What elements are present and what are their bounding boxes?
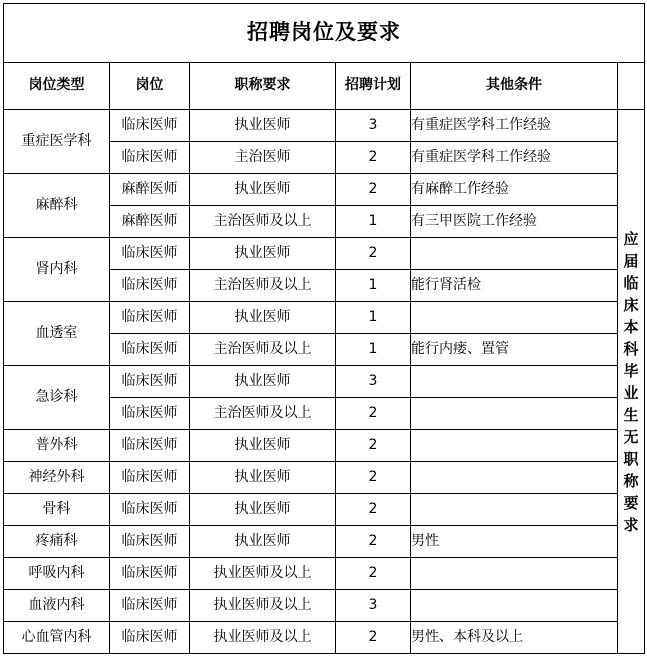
plan-cell: 2 — [336, 174, 411, 206]
table-row — [4, 558, 645, 590]
other-cell: 有三甲医院工作经验 — [411, 206, 618, 238]
dept-cell: 血透室 — [4, 302, 110, 366]
plan-cell: 1 — [336, 206, 411, 238]
header-dept: 岗位类型 — [4, 63, 110, 110]
other-cell: 有重症医学科工作经验 — [411, 142, 618, 174]
title-req-cell: 执业医师 — [190, 526, 336, 558]
post-cell: 临床医师 — [110, 398, 190, 430]
post-cell: 临床医师 — [110, 526, 190, 558]
title-req-cell: 主治医师及以上 — [190, 398, 336, 430]
plan-cell: 3 — [336, 110, 411, 142]
plan-cell: 2 — [336, 238, 411, 270]
note-text: 应届临床本科毕业生无职称要求 — [623, 229, 639, 534]
other-cell: 男性 — [411, 526, 618, 558]
post-cell: 临床医师 — [110, 558, 190, 590]
other-cell — [411, 366, 618, 398]
dept-cell: 普外科 — [4, 430, 110, 462]
dept-cell: 重症医学科 — [4, 110, 110, 174]
title-req-cell: 主治医师及以上 — [190, 334, 336, 366]
post-cell: 临床医师 — [110, 590, 190, 622]
table-row — [4, 302, 645, 334]
title-req-cell: 执业医师及以上 — [190, 622, 336, 654]
dept-cell: 心血管内科 — [4, 622, 110, 654]
other-cell: 能行肾活检 — [411, 270, 618, 302]
dept-cell: 麻醉科 — [4, 174, 110, 238]
plan-cell: 2 — [336, 622, 411, 654]
post-cell: 临床医师 — [110, 302, 190, 334]
recruitment-sheet — [3, 3, 644, 656]
other-cell: 有重症医学科工作经验 — [411, 110, 618, 142]
plan-cell: 3 — [336, 590, 411, 622]
plan-cell: 2 — [336, 526, 411, 558]
header-note-spacer — [618, 63, 645, 110]
post-cell: 临床医师 — [110, 494, 190, 526]
post-cell: 临床医师 — [110, 270, 190, 302]
other-cell — [411, 558, 618, 590]
table-row — [4, 622, 645, 654]
table-row — [4, 494, 645, 526]
dept-cell: 神经外科 — [4, 462, 110, 494]
plan-cell: 3 — [336, 366, 411, 398]
plan-cell: 2 — [336, 558, 411, 590]
table-row — [4, 174, 645, 206]
title-req-cell: 主治医师及以上 — [190, 270, 336, 302]
post-cell: 临床医师 — [110, 622, 190, 654]
table-row — [4, 110, 645, 142]
header-row — [4, 63, 645, 110]
header-other: 其他条件 — [411, 63, 618, 110]
plan-cell: 2 — [336, 142, 411, 174]
post-cell: 麻醉医师 — [110, 206, 190, 238]
title-req-cell: 主治医师及以上 — [190, 206, 336, 238]
header-title-req: 职称要求 — [190, 63, 336, 110]
title-req-cell: 执业医师 — [190, 174, 336, 206]
recruitment-table — [3, 3, 645, 654]
title-req-cell: 执业医师 — [190, 494, 336, 526]
plan-cell: 1 — [336, 334, 411, 366]
dept-cell: 疼痛科 — [4, 526, 110, 558]
table-row — [4, 590, 645, 622]
note-cell — [618, 110, 645, 654]
post-cell: 临床医师 — [110, 430, 190, 462]
table-row — [4, 238, 645, 270]
title-req-cell: 执业医师 — [190, 302, 336, 334]
post-cell: 临床医师 — [110, 462, 190, 494]
other-cell: 有麻醉工作经验 — [411, 174, 618, 206]
title-req-cell: 执业医师 — [190, 238, 336, 270]
plan-cell: 2 — [336, 398, 411, 430]
other-cell: 男性、本科及以上 — [411, 622, 618, 654]
plan-cell: 2 — [336, 430, 411, 462]
dept-cell: 骨科 — [4, 494, 110, 526]
title-req-cell: 执业医师 — [190, 462, 336, 494]
dept-cell: 血液内科 — [4, 590, 110, 622]
plan-cell: 2 — [336, 494, 411, 526]
header-plan: 招聘计划 — [336, 63, 411, 110]
title-req-cell: 主治医师 — [190, 142, 336, 174]
other-cell: 能行内瘘、置管 — [411, 334, 618, 366]
post-cell: 临床医师 — [110, 366, 190, 398]
post-cell: 临床医师 — [110, 334, 190, 366]
post-cell: 麻醉医师 — [110, 174, 190, 206]
post-cell: 临床医师 — [110, 238, 190, 270]
table-body — [4, 110, 645, 654]
post-cell: 临床医师 — [110, 142, 190, 174]
plan-cell: 1 — [336, 270, 411, 302]
other-cell — [411, 238, 618, 270]
table-row — [4, 430, 645, 462]
post-cell: 临床医师 — [110, 110, 190, 142]
dept-cell: 呼吸内科 — [4, 558, 110, 590]
table-row — [4, 526, 645, 558]
title-req-cell: 执业医师 — [190, 110, 336, 142]
other-cell — [411, 302, 618, 334]
plan-cell: 1 — [336, 302, 411, 334]
table-row — [4, 366, 645, 398]
title-req-cell: 执业医师 — [190, 366, 336, 398]
plan-cell: 2 — [336, 462, 411, 494]
other-cell — [411, 590, 618, 622]
title-req-cell: 执业医师及以上 — [190, 558, 336, 590]
title-req-cell: 执业医师及以上 — [190, 590, 336, 622]
other-cell — [411, 398, 618, 430]
other-cell — [411, 494, 618, 526]
table-row — [4, 462, 645, 494]
dept-cell: 急诊科 — [4, 366, 110, 430]
other-cell — [411, 462, 618, 494]
other-cell — [411, 430, 618, 462]
table-title: 招聘岗位及要求 — [4, 4, 645, 63]
header-post: 岗位 — [110, 63, 190, 110]
dept-cell: 肾内科 — [4, 238, 110, 302]
title-req-cell: 执业医师 — [190, 430, 336, 462]
